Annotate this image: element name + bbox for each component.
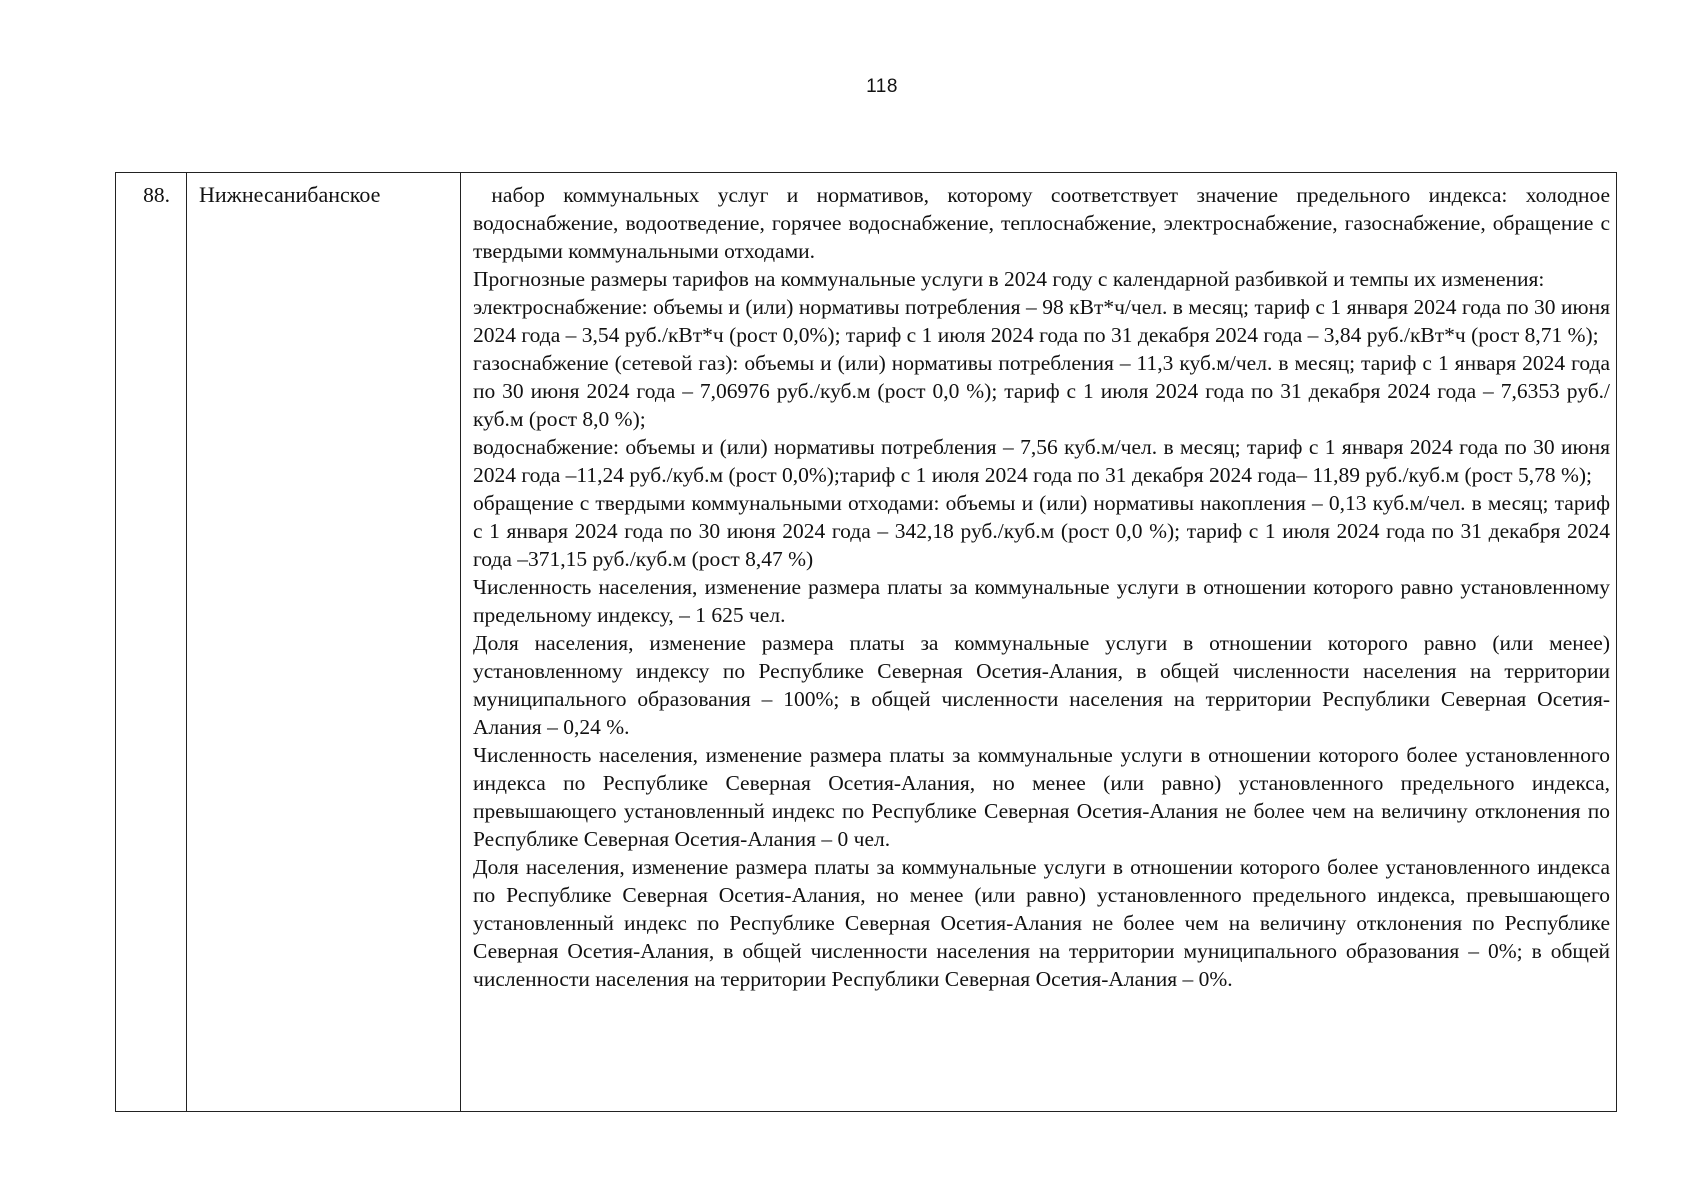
population-above-index-paragraph: Численность населения, изменение размера платы за коммунальные услуги в отношении которого более установленного индекса по Республике Северная Осетия-Алания, но менее (или равно) установленного предельного индекса, превышающего установленный индекс по Республике Северная Осетия-Алания не более чем на величину отклонения по Республике Северная Осетия-Алания – 0 чел. — [473, 743, 1610, 851]
gas-paragraph: газоснабжение (сетевой газ): объемы и (или) нормативы потребления – 11,3 куб.м/чел. в месяц; тариф с 1 января 2024 года по 30 июня 2024 года – 7,06976 руб./куб.м (рост 0,0 %); тариф с 1 июля 2024 года по 31 декабря 2024 года – 7,6353 руб./куб.м (рост 8,0 %); — [473, 351, 1610, 431]
settlement-name: Нижнесанибанское — [199, 182, 381, 207]
table-row — [116, 173, 1617, 1112]
population-equal-index-paragraph: Численность населения, изменение размера платы за коммунальные услуги в отношении которого равно установленному предельному индексу, – 1 625 чел. — [473, 575, 1610, 627]
water-paragraph: водоснабжение: объемы и (или) нормативы потребления – 7,56 куб.м/чел. в месяц; тариф с 1 января 2024 года по 30 июня 2024 года –11,24 руб./куб.м (рост 0,0%);тариф с 1 июля 2024 года по 31 декабря 2024 года– 11,89 руб./куб.м (рост 5,78 %); — [473, 435, 1610, 487]
electricity-paragraph: электроснабжение: объемы и (или) нормативы потребления – 98 кВт*ч/чел. в месяц; тариф с 1 января 2024 года по 30 июня 2024 года – 3,54 руб./кВт*ч (рост 0,0%); тариф с 1 июля 2024 года по 31 декабря 2024 года – 3,84 руб./кВт*ч (рост 8,71 %); — [473, 295, 1610, 347]
row-number-cell — [116, 173, 187, 1112]
row-number: 88. — [143, 183, 170, 207]
population-share-above-index-paragraph: Доля населения, изменение размера платы за коммунальные услуги в отношении которого более установленного индекса по Республике Северная Осетия-Алания, но менее (или равно) установленного предельного индекса, превышающего установленный индекс по Республике Северная Осетия-Алания не более чем на величину отклонения по Республике Северная Осетия-Алания, в общей численности населения на территории муниципального образования – 0%; в общей численности населения на территории Республики Северная Осетия-Алания – 0%. — [473, 855, 1610, 991]
population-share-equal-index-paragraph: Доля населения, изменение размера платы за коммунальные услуги в отношении которого равно (или менее) установленному индексу по Республике Северная Осетия-Алания, в общей численности населения на территории муниципального образования – 100%; в общей численности населения на территории Республики Северная Осетия-Алания – 0,24 %. — [473, 631, 1610, 739]
page-number: 118 — [866, 76, 898, 97]
municipality-table — [115, 172, 1617, 1112]
settlement-name-cell — [187, 173, 461, 1112]
tariff-forecast-intro: Прогнозные размеры тарифов на коммунальные услуги в 2024 году с календарной разбивкой и темпы их изменения: — [473, 267, 1545, 291]
services-set-paragraph: набор коммунальных услуг и нормативов, которому соответствует значение предельного индекса: холодное водоснабжение, водоотведение, горячее водоснабжение, теплоснабжение, электроснабжение, газоснабжение, обращение с твердыми коммунальными отходами. — [473, 183, 1616, 263]
description-cell — [461, 173, 1617, 1112]
solid-waste-paragraph: обращение с твердыми коммунальными отходами: объемы и (или) нормативы накопления – 0,13 куб.м/чел. в месяц; тариф с 1 января 2024 года по 30 июня 2024 года – 342,18 руб./куб.м (рост 0,0 %); тариф с 1 июля 2024 года по 31 декабря 2024 года –371,15 руб./куб.м (рост 8,47 %) — [473, 491, 1610, 571]
